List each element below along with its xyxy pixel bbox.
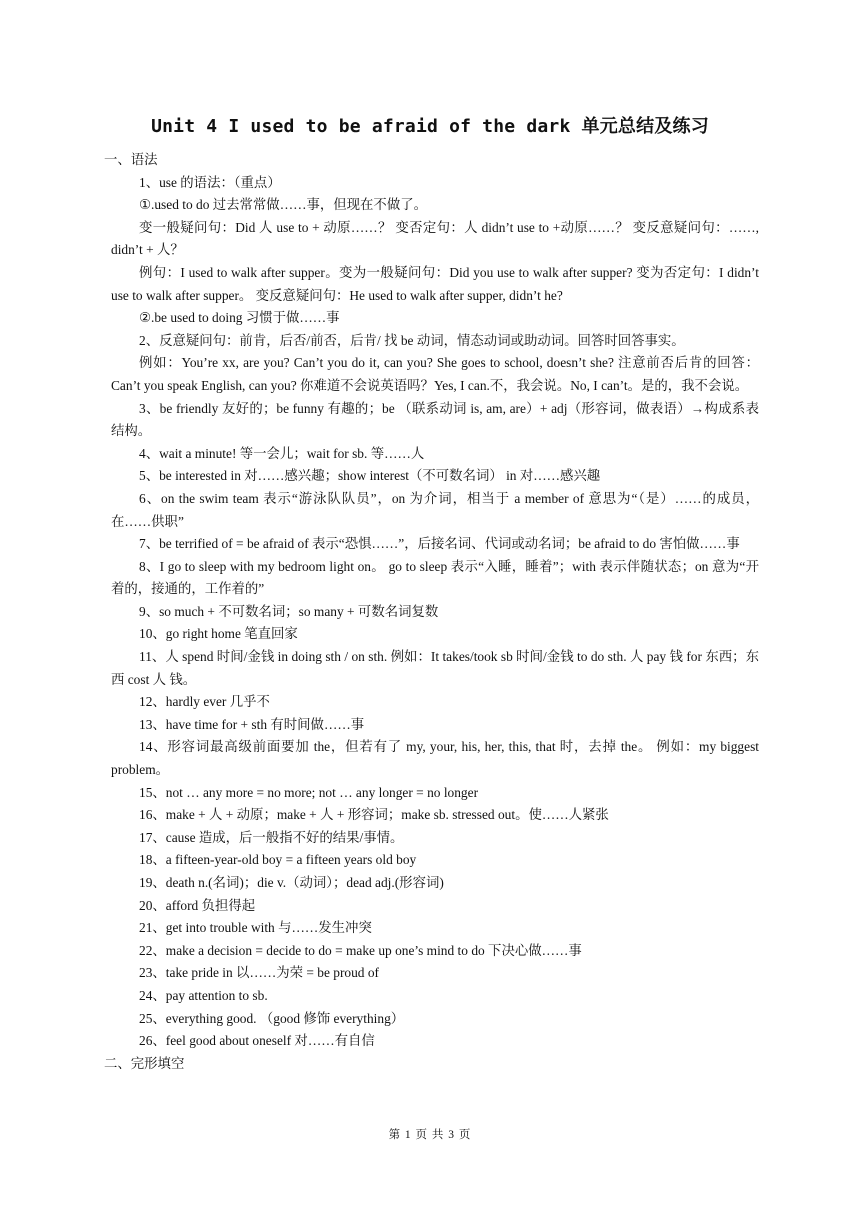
document-body (104, 149, 759, 1075)
grammar-point-13: 13、have time for + sth 有时间做……事 (139, 716, 365, 732)
section-heading-grammar: 一、语法 (104, 152, 158, 167)
grammar-point-5: 5、be interested in 对……感兴趣；show interest（不可数名词） in 对……感兴趣 (139, 468, 601, 484)
grammar-point-3: 3、be friendly 友好的；be funny 有趣的；be （联系动词 is, am, are）+ adj（形容词，做表语）→构成系表结构。 (111, 400, 759, 439)
grammar-point-18: 18、a fifteen-year-old boy = a fifteen years old boy (139, 852, 417, 868)
grammar-point-20: 20、afford 负担得起 (139, 897, 256, 913)
page-number-footer: 第 1 页 共 3 页 (388, 1129, 472, 1141)
grammar-point-2: 2、反意疑问句：前肯，后否/前否，后肯/ 找 be 动词，情态动词或助动词。回答时回答事实。 (139, 332, 685, 348)
grammar-example-tag-questions: 例如：You’re xx, are you? Can’t you do it, can you? She goes to school, doesn’t she? 注意前否后肯的回答：Can’t you speak English, can you? 你难道不会说英语吗？Yes, I can.不，我会说。No, I can’t。是的，我不会说。 (111, 355, 759, 393)
grammar-point-1: 1、use 的语法：（重点） (139, 174, 281, 190)
grammar-point-6: 6、on the swim team 表示“游泳队队员”，on 为介词，相当于 a member of 意思为“（是）……的成员，在……供职” (111, 490, 759, 529)
grammar-point-16: 16、make + 人 + 动原；make + 人 + 形容词；make sb. stressed out。使……人紧张 (139, 807, 609, 823)
grammar-point-23: 23、take pride in 以……为荣 = be proud of (139, 965, 379, 981)
grammar-point-15: 15、not … any more = no more; not … any longer = no longer (139, 784, 479, 800)
grammar-point-21: 21、get into trouble with 与……发生冲突 (139, 920, 372, 936)
grammar-point-14: 14、形容词最高级前面要加 the，但若有了 my, your, his, her, this, that 时，去掉 the。 例如：my biggest problem。 (111, 739, 759, 778)
grammar-point-24: 24、pay attention to sb. (139, 987, 268, 1003)
grammar-point-25: 25、everything good. （good 修饰 everything） (139, 1010, 405, 1026)
grammar-point-10: 10、go right home 笔直回家 (139, 626, 298, 642)
grammar-point-used-to-do: ①.used to do 过去常常做……事，但现在不做了。 (139, 197, 427, 213)
grammar-point-19: 19、death n.(名词)；die v.（动词）；dead adj.(形容词) (139, 875, 444, 890)
grammar-point-11: 11、人 spend 时间/金钱 in doing sth / on sth. 例如：It takes/took sb 时间/金钱 to do sth. 人 pay 钱 for 东西；东西 cost 人 钱。 (111, 649, 759, 687)
grammar-point-8: 8、I go to sleep with my bedroom light on。 go to sleep 表示“入睡，睡着”；with 表示伴随状态；on 意为“开着的，接通的，工作着的” (111, 558, 759, 597)
grammar-example-used-to: 例句：I used to walk after supper。变为一般疑问句：Did you use to walk after supper? 变为否定句：I didn’t use to walk after supper。 变反意疑问句：He used to walk after supper, didn’t he? (111, 264, 759, 303)
grammar-point-22: 22、make a decision = decide to do = make up one’s mind to do 下决心做……事 (139, 942, 582, 958)
grammar-point-4: 4、wait a minute! 等一会儿；wait for sb. 等……人 (139, 445, 425, 461)
grammar-point-be-used-to: ②.be used to doing 习惯于做……事 (139, 310, 340, 326)
grammar-point-question-forms: 变一般疑问句：Did 人 use to + 动原……？ 变否定句：人 didn’t use to +动原……？ 变反意疑问句：……, didn’t + 人？ (111, 219, 759, 258)
grammar-point-26: 26、feel good about oneself 对……有自信 (139, 1033, 375, 1049)
document-title: Unit 4 I used to be afraid of the dark 单元总结及练习 (151, 116, 709, 137)
grammar-point-17: 17、cause 造成，后一般指不好的结果/事情。 (139, 829, 404, 845)
grammar-point-7: 7、be terrified of = be afraid of 表示“恐惧……”，后接名词、代词或动名词；be afraid to do 害怕做……事 (139, 536, 740, 552)
grammar-point-12: 12、hardly ever 几乎不 (139, 694, 270, 710)
section-heading-cloze: 二、完形填空 (104, 1055, 185, 1071)
grammar-point-9: 9、so much + 不可数名词；so many + 可数名词复数 (139, 603, 439, 619)
